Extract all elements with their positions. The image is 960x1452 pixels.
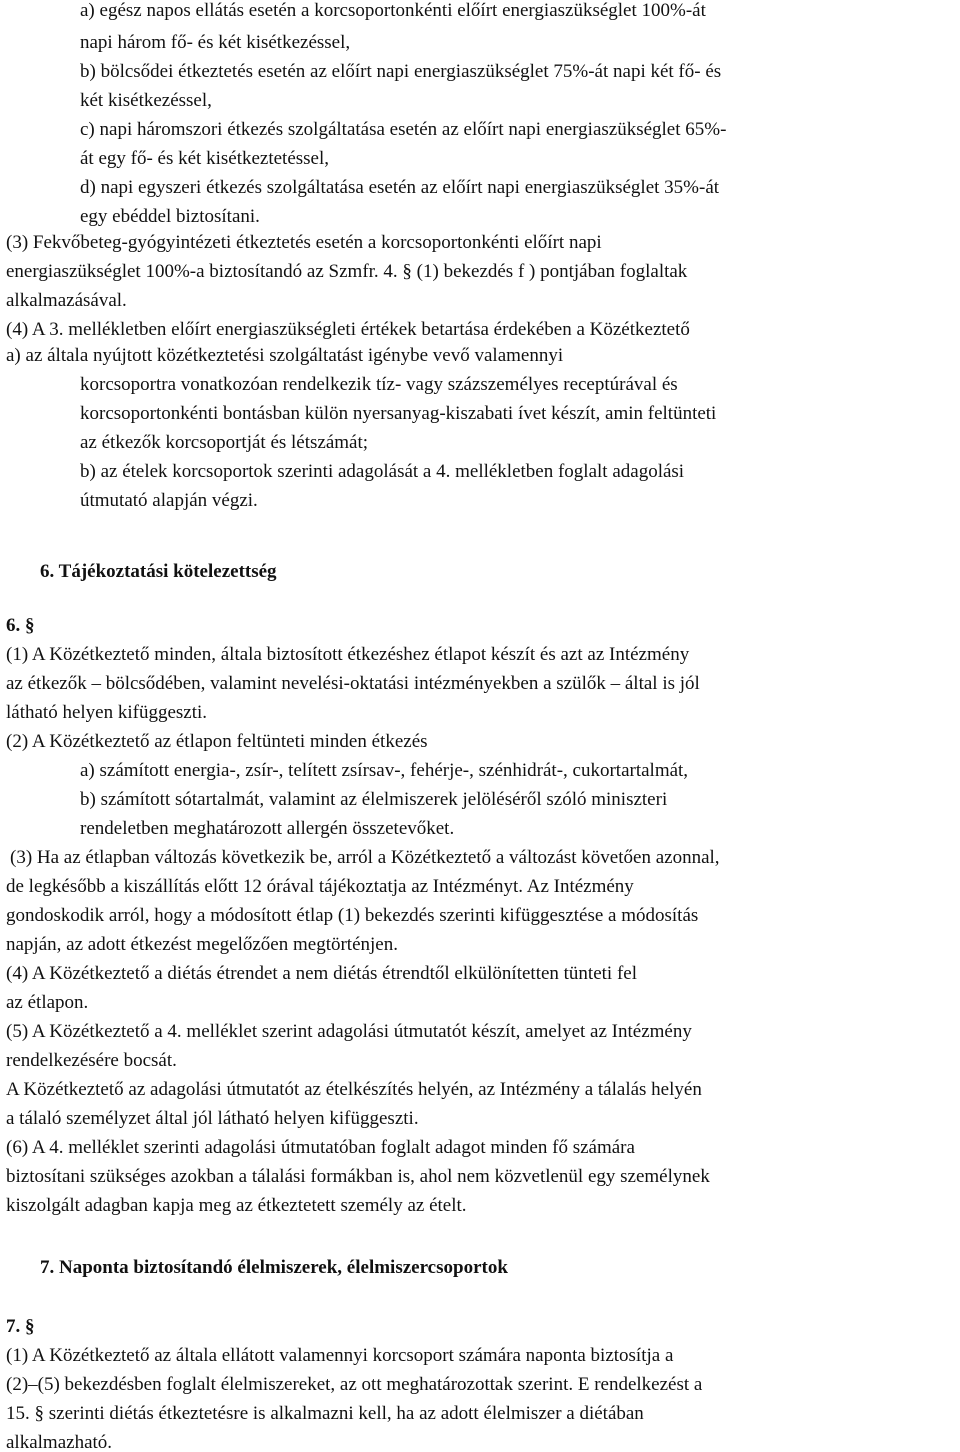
text-line: (3) Ha az étlapban változás következik be, arról a Közétkeztető a változást követően azonnal, <box>10 847 720 868</box>
text-line: A Közétkeztető az adagolási útmutatót az ételkészítés helyén, az Intézmény a tálalás helyén <box>6 1079 702 1100</box>
text-line: a) az általa nyújtott közétkeztetési szolgáltatást igénybe vevő valamennyi <box>6 345 564 366</box>
text-line: b) bölcsődei étkeztetés esetén az előírt napi energiaszükséglet 75%-át napi két fő- és <box>80 61 722 82</box>
text-line: alkalmazásával. <box>6 290 127 311</box>
text-line: de legkésőbb a kiszállítás előtt 12 órával tájékoztatja az Intézményt. Az Intézmény <box>6 876 634 897</box>
text-line: (1) A Közétkeztető az általa ellátott valamennyi korcsoport számára naponta biztosítja a <box>6 1345 674 1366</box>
text-line: alkalmazható. <box>6 1432 113 1452</box>
text-line: (5) A Közétkeztető a 4. melléklet szerint adagolási útmutatót készít, amelyet az Intézmény <box>6 1021 692 1042</box>
text-line: korcsoportra vonatkozóan rendelkezik tíz- vagy százszemélyes receptúrával és <box>80 374 678 395</box>
text-line: a) egész napos ellátás esetén a korcsoportonkénti előírt energiaszükséglet 100%-át <box>80 0 706 21</box>
text-line: d) napi egyszeri étkezés szolgáltatása esetén az előírt napi energiaszükséglet 35%-át <box>80 177 720 198</box>
text-line: rendelkezésére bocsát. <box>6 1050 177 1071</box>
text-line: napján, az adott étkezést megelőzően megtörténjen. <box>6 934 398 955</box>
text-line: az étkezők – bölcsődében, valamint nevelési-oktatási intézményekben a szülők – által is jól <box>6 673 700 694</box>
paragraph-sign-6: 6. § <box>6 615 35 636</box>
text-line: a) számított energia-, zsír-, telített zsírsav-, fehérje-, szénhidrát-, cukortartalmát, <box>80 760 689 781</box>
text-line: (2)–(5) bekezdésben foglalt élelmiszereket, az ott meghatározottak szerint. E rendelkezést a <box>6 1374 703 1395</box>
text-line: kiszolgált adagban kapja meg az étkeztetett személy az ételt. <box>6 1195 467 1216</box>
text-line: (1) A Közétkeztető minden, általa biztosított étkezéshez étlapot készít és azt az Intézmény <box>6 644 690 665</box>
text-line: gondoskodik arról, hogy a módosított étlap (1) bekezdés szerinti kifüggesztése a módosítás <box>6 905 699 926</box>
text-line: két kisétkezéssel, <box>80 90 212 111</box>
text-line: korcsoportonkénti bontásban külön nyersanyag-kiszabati ívet készít, amin feltünteti <box>80 403 717 424</box>
section-heading-6: 6. Tájékoztatási kötelezettség <box>40 561 277 582</box>
text-line: egy ebéddel biztosítani. <box>80 206 260 227</box>
text-line: (2) A Közétkeztető az étlapon feltünteti minden étkezés <box>6 731 428 752</box>
text-line: biztosítani szükséges azokban a tálalási formákban is, ahol nem közvetlenül egy személynek <box>6 1166 710 1187</box>
text-line: (4) A 3. mellékletben előírt energiaszükségleti értékek betartása érdekében a Közétkeztető <box>6 319 690 340</box>
text-line: napi három fő- és két kisétkezéssel, <box>80 32 351 53</box>
text-line: c) napi háromszori étkezés szolgáltatása esetén az előírt napi energiaszükséglet 65%- <box>80 119 727 140</box>
text-line: útmutató alapján végzi. <box>80 490 258 511</box>
text-line: át egy fő- és két kisétkeztetéssel, <box>80 148 330 169</box>
text-line: látható helyen kifüggeszti. <box>6 702 208 723</box>
text-line: (6) A 4. melléklet szerinti adagolási útmutatóban foglalt adagot minden fő számára <box>6 1137 635 1158</box>
text-line: a tálaló személyzet által jól látható helyen kifüggeszti. <box>6 1108 419 1129</box>
text-line: rendeletben meghatározott allergén összetevőket. <box>80 818 455 839</box>
text-line: energiaszükséglet 100%-a biztosítandó az Szmfr. 4. § (1) bekezdés f ) pontjában foglaltak <box>6 261 688 282</box>
section-heading-7: 7. Naponta biztosítandó élelmiszerek, élelmiszercsoportok <box>40 1257 508 1278</box>
text-line: (4) A Közétkeztető a diétás étrendet a nem diétás étrendtől elkülönítetten tünteti fel <box>6 963 637 984</box>
paragraph-sign-7: 7. § <box>6 1316 35 1337</box>
text-line: az étkezők korcsoportját és létszámát; <box>80 432 369 453</box>
text-line: az étlapon. <box>6 992 89 1013</box>
text-line: (3) Fekvőbeteg-gyógyintézeti étkeztetés esetén a korcsoportonkénti előírt napi <box>6 232 602 253</box>
text-line: b) az ételek korcsoportok szerinti adagolását a 4. mellékletben foglalt adagolási <box>80 461 685 482</box>
text-line: b) számított sótartalmát, valamint az élelmiszerek jelöléséről szóló miniszteri <box>80 789 668 810</box>
text-line: 15. § szerinti diétás étkeztetésre is alkalmazni kell, ha az adott élelmiszer a diétában <box>6 1403 644 1424</box>
